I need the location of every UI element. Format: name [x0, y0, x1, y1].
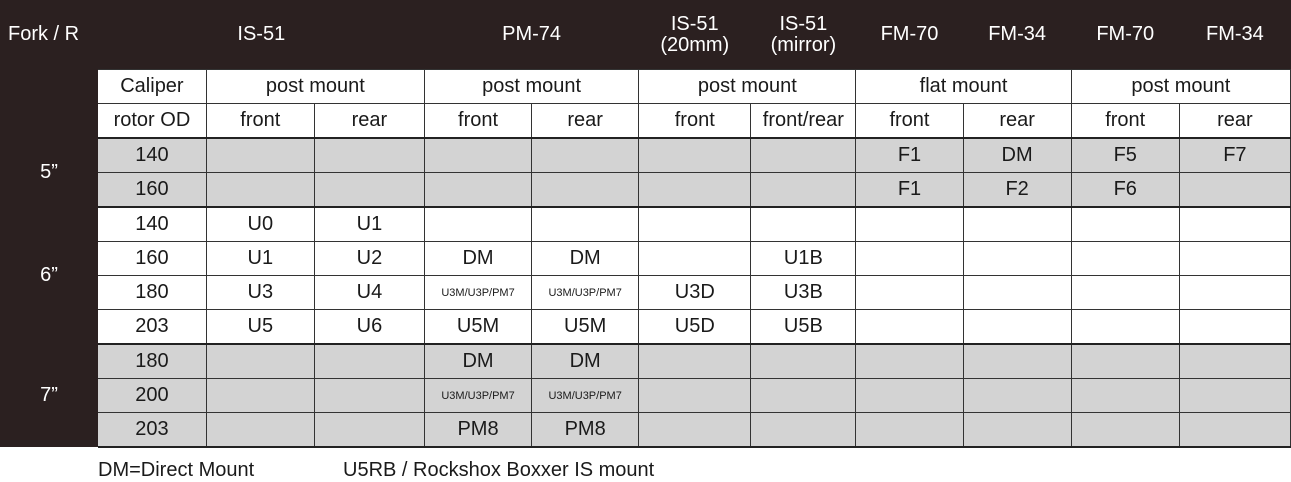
- adapter-cell: [639, 242, 751, 276]
- rotor-od-cell: 203: [98, 413, 206, 448]
- adapter-cell: [532, 207, 639, 242]
- rotor-position: front: [424, 104, 531, 139]
- fork-header-is51-mirror: IS-51 (mirror): [751, 0, 856, 70]
- rotor-od-cell: 180: [98, 276, 206, 310]
- caliper-group: post mount: [206, 70, 424, 104]
- rotor-position: front: [1071, 104, 1179, 139]
- adapter-cell: U3M/U3P/PM7: [424, 276, 531, 310]
- adapter-cell: DM: [963, 138, 1071, 173]
- adapter-cell: [639, 138, 751, 173]
- adapter-cell: U5D: [639, 310, 751, 345]
- adapter-cell: [751, 413, 856, 448]
- adapter-cell: [1179, 379, 1290, 413]
- adapter-cell: [856, 379, 963, 413]
- adapter-cell: [963, 207, 1071, 242]
- adapter-cell: U5: [206, 310, 314, 345]
- adapter-cell: U1: [314, 207, 424, 242]
- adapter-cell: [639, 413, 751, 448]
- rotor-position: rear: [963, 104, 1071, 139]
- adapter-cell: [856, 242, 963, 276]
- adapter-cell: DM: [424, 242, 531, 276]
- adapter-cell: [206, 173, 314, 208]
- adapter-cell: [1071, 310, 1179, 345]
- rotor-od-cell: 200: [98, 379, 206, 413]
- rotor-od-cell: 140: [98, 207, 206, 242]
- adapter-cell: PM8: [424, 413, 531, 448]
- rotor-position: front: [856, 104, 963, 139]
- adapter-cell: U5M: [424, 310, 531, 345]
- adapter-cell: DM: [532, 344, 639, 379]
- adapter-cell: [751, 344, 856, 379]
- adapter-cell: [639, 207, 751, 242]
- adapter-cell: [1179, 173, 1290, 208]
- fork-header-row: [0, 0, 1291, 70]
- adapter-cell: F1: [856, 138, 963, 173]
- table-row: [0, 173, 1291, 208]
- table-row: [0, 344, 1291, 379]
- rotor-position: rear: [314, 104, 424, 139]
- adapter-cell: [963, 379, 1071, 413]
- adapter-cell: [963, 276, 1071, 310]
- adapter-cell: U0: [206, 207, 314, 242]
- rotor-position: rear: [1179, 104, 1290, 139]
- size-blank: [0, 70, 98, 139]
- adapter-cell: [856, 276, 963, 310]
- adapter-cell: [1071, 379, 1179, 413]
- fork-size-label: 5”: [0, 138, 98, 207]
- adapter-cell: U1B: [751, 242, 856, 276]
- adapter-cell: U3B: [751, 276, 856, 310]
- adapter-cell: [856, 344, 963, 379]
- adapter-cell: [963, 242, 1071, 276]
- adapter-cell: [639, 379, 751, 413]
- adapter-cell: [532, 138, 639, 173]
- adapter-cell: [963, 344, 1071, 379]
- caliper-group: post mount: [424, 70, 638, 104]
- caliper-group: post mount: [1071, 70, 1290, 104]
- adapter-cell: [532, 173, 639, 208]
- adapter-cell: DM: [424, 344, 531, 379]
- adapter-cell: [856, 413, 963, 448]
- adapter-cell: [1179, 310, 1290, 345]
- adapter-cell: [1179, 413, 1290, 448]
- adapter-cell: [963, 310, 1071, 345]
- adapter-cell: [314, 138, 424, 173]
- adapter-cell: [1071, 207, 1179, 242]
- adapter-cell: [1071, 276, 1179, 310]
- fork-size-label: 6”: [0, 207, 98, 344]
- adapter-cell: U5B: [751, 310, 856, 345]
- adapter-cell: [1071, 242, 1179, 276]
- adapter-cell: U5M: [532, 310, 639, 345]
- caliper-group: flat mount: [856, 70, 1071, 104]
- adapter-cell: [1179, 276, 1290, 310]
- adapter-cell: U3: [206, 276, 314, 310]
- adapter-cell: [751, 207, 856, 242]
- adapter-cell: [424, 138, 531, 173]
- table-body: [0, 138, 1291, 447]
- fork-header-fm70: FM-70: [856, 0, 963, 70]
- adapter-cell: F5: [1071, 138, 1179, 173]
- fork-label: Fork / R: [0, 0, 98, 70]
- fork-size-label: 7”: [0, 344, 98, 447]
- fork-header-is51: IS-51: [98, 0, 424, 70]
- fork-header-fm70: FM-70: [1071, 0, 1179, 70]
- fork-header-pm74: PM-74: [424, 0, 638, 70]
- caliper-row: [0, 70, 1291, 104]
- fork-header-fm34: FM-34: [963, 0, 1071, 70]
- adapter-cell: U3M/U3P/PM7: [532, 276, 639, 310]
- table-row: [0, 310, 1291, 345]
- rotor-od-cell: 140: [98, 138, 206, 173]
- rotor-position: front/rear: [751, 104, 856, 139]
- adapter-cell: [751, 173, 856, 208]
- rotor-position: front: [206, 104, 314, 139]
- adapter-cell: [206, 344, 314, 379]
- adapter-cell: F7: [1179, 138, 1290, 173]
- fork-header-fm34: FM-34: [1179, 0, 1290, 70]
- adapter-cell: [963, 413, 1071, 448]
- table-row: [0, 242, 1291, 276]
- adapter-cell: [1179, 207, 1290, 242]
- adapter-cell: [424, 207, 531, 242]
- caliper-label: Caliper: [98, 70, 206, 104]
- adapter-cell: U3M/U3P/PM7: [424, 379, 531, 413]
- adapter-cell: [314, 344, 424, 379]
- adapter-cell: [206, 379, 314, 413]
- adapter-cell: [1179, 242, 1290, 276]
- adapter-cell: [206, 138, 314, 173]
- rotor-row: [0, 104, 1291, 139]
- rotor-position: rear: [532, 104, 639, 139]
- adapter-cell: PM8: [532, 413, 639, 448]
- adapter-cell: [751, 379, 856, 413]
- adapter-cell: [314, 173, 424, 208]
- rotor-od-cell: 160: [98, 173, 206, 208]
- adapter-cell: [1071, 413, 1179, 448]
- adapter-cell: [1071, 344, 1179, 379]
- adapter-cell: [639, 173, 751, 208]
- adapter-cell: F2: [963, 173, 1071, 208]
- table-row: [0, 276, 1291, 310]
- adapter-cell: U1: [206, 242, 314, 276]
- adapter-cell: [206, 413, 314, 448]
- footer-note-dm: DM=Direct Mount: [98, 459, 255, 481]
- adapter-cell: [639, 344, 751, 379]
- table-row: [0, 207, 1291, 242]
- adapter-cell: F6: [1071, 173, 1179, 208]
- table-row: [0, 413, 1291, 448]
- adapter-cell: DM: [532, 242, 639, 276]
- caliper-group: post mount: [639, 70, 856, 104]
- adapter-cell: [856, 310, 963, 345]
- adapter-cell: F1: [856, 173, 963, 208]
- footer-note-boxxer: U5RB / Rockshox Boxxer IS mount: [343, 459, 655, 481]
- adapter-cell: U6: [314, 310, 424, 345]
- adapter-cell: U3D: [639, 276, 751, 310]
- adapter-cell: U3M/U3P/PM7: [532, 379, 639, 413]
- rotor-position: front: [639, 104, 751, 139]
- adapter-cell: [314, 413, 424, 448]
- table-row: [0, 379, 1291, 413]
- adapter-cell: [1179, 344, 1290, 379]
- rotor-od-cell: 180: [98, 344, 206, 379]
- rotor-od-cell: 203: [98, 310, 206, 345]
- table-row: [0, 138, 1291, 173]
- rotor-od-cell: 160: [98, 242, 206, 276]
- adapter-cell: U4: [314, 276, 424, 310]
- adapter-cell: [856, 207, 963, 242]
- adapter-cell: [314, 379, 424, 413]
- fork-header-is51-20mm: IS-51 (20mm): [639, 0, 751, 70]
- adapter-cell: [424, 173, 531, 208]
- rotor-label: rotor OD: [98, 104, 206, 139]
- adapter-cell: [751, 138, 856, 173]
- adapter-cell: U2: [314, 242, 424, 276]
